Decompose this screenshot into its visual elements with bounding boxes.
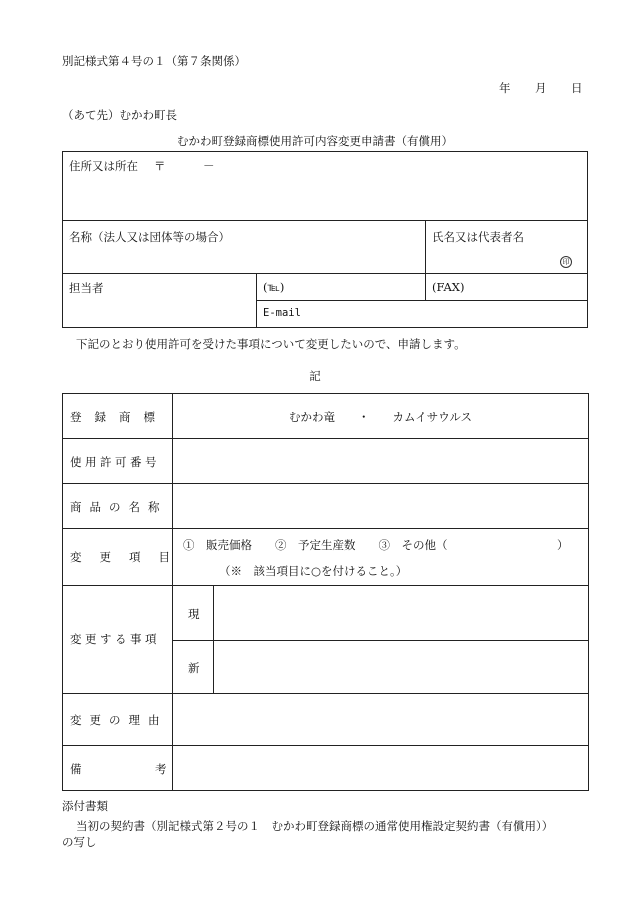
permit-number-label: 使用許可番号 bbox=[70, 455, 160, 469]
divider bbox=[62, 220, 588, 221]
form-number: 別記様式第４号の１（第７条関係） bbox=[62, 54, 246, 68]
divider bbox=[62, 693, 589, 694]
details-table-border bbox=[62, 393, 589, 791]
divider bbox=[62, 528, 589, 529]
change-options-close: ） bbox=[557, 538, 569, 552]
divider bbox=[62, 483, 589, 484]
statement: 下記のとおり使用許可を受けた事項について変更したいので、申請します。 bbox=[76, 337, 466, 351]
attachments-heading: 添付書類 bbox=[62, 799, 108, 813]
change-note: （※ 該当項目に○を付けること。） bbox=[219, 564, 408, 578]
rep-name-label: 氏名又は代表者名 bbox=[432, 230, 524, 244]
contact-person-label: 担当者 bbox=[69, 281, 104, 295]
date-month-label: 月 bbox=[535, 81, 547, 95]
change-item-label: 変更項目 bbox=[70, 550, 188, 564]
tel-label: (℡) bbox=[263, 280, 285, 294]
attachments-line-2: の写し bbox=[62, 835, 97, 849]
postal-dash: － bbox=[203, 159, 215, 173]
remarks-label-left: 備 bbox=[70, 762, 82, 776]
divider bbox=[62, 438, 589, 439]
divider bbox=[62, 745, 589, 746]
document-title: むかわ町登録商標使用許可内容変更申請書（有償用） bbox=[177, 134, 453, 148]
trademark-value: むかわ竜 ・ カムイサウルス bbox=[288, 410, 473, 424]
seal-mark: 印 bbox=[560, 256, 572, 268]
date-year-label: 年 bbox=[499, 81, 511, 95]
org-name-label: 名称（法人又は団体等の場合） bbox=[69, 230, 230, 244]
divider bbox=[172, 393, 173, 791]
postal-mark: 〒 bbox=[154, 159, 166, 173]
remarks-label-right: 考 bbox=[155, 762, 167, 776]
divider bbox=[172, 640, 589, 641]
divider bbox=[62, 585, 589, 586]
divider bbox=[213, 585, 214, 693]
email-label: E-mail bbox=[263, 307, 301, 319]
divider bbox=[256, 273, 257, 328]
divider bbox=[425, 220, 426, 300]
date-day-label: 日 bbox=[571, 81, 583, 95]
trademark-label: 登録商標 bbox=[70, 410, 168, 424]
change-options: ① 販売価格 ② 予定生産数 ③ その他（ bbox=[183, 538, 448, 552]
change-matter-label: 変更する事項 bbox=[70, 632, 160, 646]
divider bbox=[62, 273, 588, 274]
current-label: 現 bbox=[188, 607, 200, 621]
address-label: 住所又は所在 bbox=[69, 159, 138, 173]
new-label: 新 bbox=[188, 661, 200, 675]
fax-label: (FAX) bbox=[432, 280, 465, 294]
ki-heading: 記 bbox=[309, 369, 321, 383]
addressee: （あて先）むかわ町長 bbox=[62, 108, 177, 122]
divider bbox=[256, 300, 588, 301]
reason-label: 変更の理由 bbox=[70, 713, 168, 727]
attachments-line-1: 当初の契約書（別記様式第２号の１ むかわ町登録商標の通常使用権設定契約書（有償用）） bbox=[76, 819, 554, 833]
product-name-label: 商品の名称 bbox=[70, 500, 168, 514]
